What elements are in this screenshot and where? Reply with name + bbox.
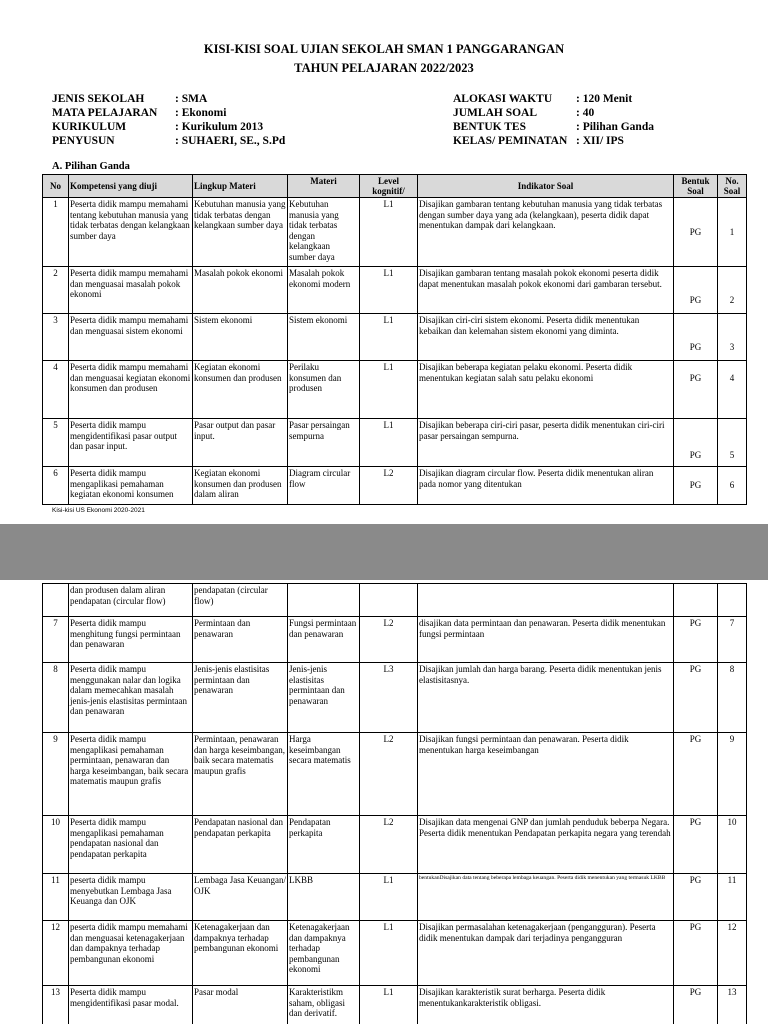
cell-materi: Pasar persaingan sempurna xyxy=(288,419,360,467)
cell-materi: LKBB xyxy=(288,874,360,921)
cell-nosoal: 4 xyxy=(718,361,747,419)
cell-level: L2 xyxy=(360,617,418,663)
cell-indikator: disajikan data permintaan dan penawaran. Peserta didik menentukan fungsi permintaan xyxy=(418,617,674,663)
cell-lingkup: Permintaan dan penawaran xyxy=(193,617,288,663)
cell-materi: Perilaku konsumen dan produsen xyxy=(288,361,360,419)
cell-materi: Diagram circular flow xyxy=(288,467,360,505)
cell-indikator: Disajikan beberapa kegiatan pelaku ekonomi. Peserta didik menentukan kegiatan salah satu pelaku ekonomi xyxy=(418,361,674,419)
cell-level: L2 xyxy=(360,816,418,874)
cell-kompetensi: Peserta didik mampu mengaplikasi pemahaman pendapatan nasional dan pendapatan perkapita xyxy=(69,816,193,874)
cell-materi: Fungsi permintaan dan penawaran xyxy=(288,617,360,663)
cell-bentuk: PG xyxy=(674,314,718,361)
header-value: : XII/ IPS xyxy=(576,135,624,147)
table-row xyxy=(43,314,747,361)
cell-kompetensi: Peserta didik mampu mengaplikasi pemahaman permintaan, penawaran dan harga keseimbangan, baik secara matematis maupun grafis xyxy=(69,733,193,816)
cell-bentuk: PG xyxy=(674,198,718,267)
cell-kompetensi: Peserta didik mampu memahami dan menguasai masalah pokok ekonomi xyxy=(69,267,193,314)
cell-bentuk: PG xyxy=(674,617,718,663)
cell-nosoal: 7 xyxy=(718,617,747,663)
cell-lingkup: Kegiatan ekonomi konsumen dan produsen dalam aliran xyxy=(193,467,288,505)
header-label: KELAS/ PEMINATAN xyxy=(453,135,568,147)
cell-bentuk: PG xyxy=(674,267,718,314)
cell-nosoal: 1 xyxy=(718,198,747,267)
cell-nosoal xyxy=(718,584,747,617)
header-value: : Kurikulum 2013 xyxy=(175,121,264,133)
table-row xyxy=(43,198,747,267)
cell-no: 10 xyxy=(43,816,69,874)
cell-nosoal: 11 xyxy=(718,874,747,921)
cell-level xyxy=(360,584,418,617)
table-row xyxy=(43,361,747,419)
cell-bentuk: PG xyxy=(674,419,718,467)
column-header: Indikator Soal xyxy=(418,175,674,198)
header-label: JUMLAH SOAL xyxy=(453,107,538,119)
cell-lingkup: Pasar modal xyxy=(193,986,288,1024)
header-value: : SUHAERI, SE., S.Pd xyxy=(175,135,286,147)
cell-lingkup: Sistem ekonomi xyxy=(193,314,288,361)
header-label: ALOKASI WAKTU xyxy=(453,93,553,105)
cell-no: 12 xyxy=(43,921,69,986)
cell-indikator: Disajikan gambaran tentang kebutuhan manusia yang tidak terbatas dengan sumber daya yang ada (kelangkaan), peserta didik dapat menentukan dampak dari kelangkaan. xyxy=(418,198,674,267)
table-row xyxy=(43,733,747,816)
cell-kompetensi: Peserta didik mampu mengaplikasi pemahaman kegiatan ekonomi konsumen xyxy=(69,467,193,505)
cell-indikator: Disajikan gambaran tentang masalah pokok ekonomi peserta didik dapat menentukan masalah pokok ekonomi dari gambaran tersebut. xyxy=(418,267,674,314)
cell-lingkup: Lembaga Jasa Keuangan/ OJK xyxy=(193,874,288,921)
cell-materi: Pendapatan perkapita xyxy=(288,816,360,874)
cell-indikator: Disajikan permasalahan ketenagakerjaan (pengangguran). Peserta didik menentukan dampak dari terjadinya pengangguran xyxy=(418,921,674,986)
header-value: : Pilihan Ganda xyxy=(576,121,654,133)
cell-kompetensi: Peserta didik mampu menghitung fungsi permintaan dan penawaran xyxy=(69,617,193,663)
cell-lingkup: Kebutuhan manusia yang tidak terbatas dengan kelangkaan sumber daya xyxy=(193,198,288,267)
header-label: PENYUSUN xyxy=(52,135,115,147)
header-value: : SMA xyxy=(175,93,208,105)
cell-bentuk: PG xyxy=(674,663,718,733)
cell-no: 11 xyxy=(43,874,69,921)
cell-lingkup: Pendapatan nasional dan pendapatan perkapita xyxy=(193,816,288,874)
cell-indikator: Disajikan ciri-ciri sistem ekonomi. Peserta didik menentukan kebaikan dan kelemahan sistem ekonomi yang diminta. xyxy=(418,314,674,361)
cell-bentuk xyxy=(674,584,718,617)
cell-lingkup: Kegiatan ekonomi konsumen dan produsen xyxy=(193,361,288,419)
cell-level: L2 xyxy=(360,733,418,816)
cell-materi: Jenis-jenis elastisitas permintaan dan penawaran xyxy=(288,663,360,733)
document-title: KISI-KISI SOAL UJIAN SEKOLAH SMAN 1 PANGGARANGAN xyxy=(203,42,565,56)
table-row xyxy=(43,921,747,986)
kisi-kisi-table-continued xyxy=(42,583,747,1024)
cell-lingkup: Jenis-jenis elastisitas permintaan dan penawaran xyxy=(193,663,288,733)
kisi-kisi-table xyxy=(42,174,747,505)
header-value: : 120 Menit xyxy=(576,93,633,105)
cell-level: L1 xyxy=(360,198,418,267)
cell-materi: Masalah pokok ekonomi modern xyxy=(288,267,360,314)
table-row xyxy=(43,986,747,1024)
cell-level: L2 xyxy=(360,467,418,505)
cell-lingkup: pendapatan (circular flow) xyxy=(193,584,288,617)
cell-materi: Sistem ekonomi xyxy=(288,314,360,361)
cell-kompetensi: Peserta didik mampu mengidentifikasi pasar modal. xyxy=(69,986,193,1024)
header-label: JENIS SEKOLAH xyxy=(52,93,145,105)
header-label: MATA PELAJARAN xyxy=(52,107,158,119)
cell-nosoal: 3 xyxy=(718,314,747,361)
cell-bentuk: PG xyxy=(674,986,718,1024)
cell-nosoal: 8 xyxy=(718,663,747,733)
cell-materi xyxy=(288,584,360,617)
cell-no: 1 xyxy=(43,198,69,267)
column-header: No. Soal xyxy=(718,175,747,198)
cell-level: L1 xyxy=(360,314,418,361)
cell-materi: Karakteristikm saham, obligasi dan derivatif. xyxy=(288,986,360,1024)
cell-kompetensi: Peserta didik mampu menggunakan nalar dan logika dalam memecahkan masalah jenis-jenis elastisitas permintaan dan penawaran xyxy=(69,663,193,733)
cell-lingkup: Masalah pokok ekonomi xyxy=(193,267,288,314)
cell-lingkup: Pasar output dan pasar input. xyxy=(193,419,288,467)
cell-lingkup: Permintaan, penawaran dan harga keseimbangan, baik secara matematis maupun grafis xyxy=(193,733,288,816)
cell-no: 5 xyxy=(43,419,69,467)
table-row xyxy=(43,467,747,505)
cell-indikator: bentukanDisajikan data tentang beberapa lembaga keuangan. Peserta didik menentukan yang termasuk LKBB xyxy=(418,874,674,921)
cell-materi: Kebutuhan manusia yang tidak terbatas dengan kelangkaan sumber daya xyxy=(288,198,360,267)
header-value: : Ekonomi xyxy=(175,107,227,119)
cell-level: L1 xyxy=(360,986,418,1024)
cell-kompetensi: Peserta didik mampu mengidentifikasi pasar output dan pasar input. xyxy=(69,419,193,467)
cell-nosoal: 6 xyxy=(718,467,747,505)
cell-nosoal: 2 xyxy=(718,267,747,314)
cell-no xyxy=(43,584,69,617)
cell-level: L1 xyxy=(360,874,418,921)
cell-no: 2 xyxy=(43,267,69,314)
cell-level: L1 xyxy=(360,361,418,419)
cell-lingkup: Ketenagakerjaan dan dampaknya terhadap pembangunan ekonomi xyxy=(193,921,288,986)
cell-bentuk: PG xyxy=(674,361,718,419)
header-label: BENTUK TES xyxy=(453,121,526,133)
cell-kompetensi: dan produsen dalam aliran pendapatan (circular flow) xyxy=(69,584,193,617)
cell-bentuk: PG xyxy=(674,816,718,874)
cell-indikator: Disajikan karakteristik surat berharga. Peserta didik menentukankarakteristik obligasi. xyxy=(418,986,674,1024)
cell-indikator: Disajikan jumlah dan harga barang. Peserta didik menentukan jenis elastisitasnya. xyxy=(418,663,674,733)
cell-kompetensi: Peserta didik mampu memahami dan menguasai sistem ekonomi xyxy=(69,314,193,361)
cell-no: 9 xyxy=(43,733,69,816)
cell-level: L1 xyxy=(360,267,418,314)
header-label: KURIKULUM xyxy=(52,121,127,133)
cell-materi: Ketenagakerjaan dan dampaknya terhadap pembangunan ekonomi xyxy=(288,921,360,986)
cell-kompetensi: Peserta didik mampu memahami tentang kebutuhan manusia yang tidak terbatas dengan kelangkaan sumber daya xyxy=(69,198,193,267)
section-heading: A. Pilihan Ganda xyxy=(52,161,130,172)
cell-nosoal: 5 xyxy=(718,419,747,467)
table-row xyxy=(43,419,747,467)
cell-no: 7 xyxy=(43,617,69,663)
cell-level: L1 xyxy=(360,921,418,986)
table-row xyxy=(43,267,747,314)
cell-no: 6 xyxy=(43,467,69,505)
cell-materi: Harga keseimbangan secara matematis xyxy=(288,733,360,816)
cell-kompetensi: Peserta didik mampu memahami dan menguasai kegiatan ekonomi konsumen dan produsen xyxy=(69,361,193,419)
cell-no: 8 xyxy=(43,663,69,733)
cell-nosoal: 9 xyxy=(718,733,747,816)
cell-bentuk: PG xyxy=(674,921,718,986)
cell-nosoal: 12 xyxy=(718,921,747,986)
table-row xyxy=(43,617,747,663)
cell-bentuk: PG xyxy=(674,733,718,816)
column-header: No xyxy=(43,175,69,198)
cell-indikator: Disajikan beberapa ciri-ciri pasar, peserta didik menentukan ciri-ciri pasar persaingan sempurna. xyxy=(418,419,674,467)
cell-kompetensi: peserta didik mampu memahami dan menguasai ketenagakerjaan dan dampaknya terhadap pembangunan ekonomi xyxy=(69,921,193,986)
cell-level: L3 xyxy=(360,663,418,733)
cell-indikator xyxy=(418,584,674,617)
cell-indikator: Disajikan data mengenai GNP dan jumlah penduduk beberpa Negara. Peserta didik menentukan Pendapatan perkapita negara yang terendah xyxy=(418,816,674,874)
table-row xyxy=(43,584,747,617)
table-header-row xyxy=(43,175,747,198)
document-subtitle: TAHUN PELAJARAN 2022/2023 xyxy=(294,61,474,75)
column-header: Materi xyxy=(288,175,360,198)
cell-bentuk: PG xyxy=(674,874,718,921)
cell-indikator: Disajikan fungsi permintaan dan penawaran. Peserta didik menentukan harga keseimbangan xyxy=(418,733,674,816)
cell-indikator: Disajikan diagram circular flow. Peserta didik menentukan aliran pada nomor yang ditentukan xyxy=(418,467,674,505)
cell-nosoal: 13 xyxy=(718,986,747,1024)
document-page-2 xyxy=(0,580,768,1024)
column-header: Bentuk Soal xyxy=(674,175,718,198)
cell-no: 3 xyxy=(43,314,69,361)
column-header: Lingkup Materi xyxy=(193,175,288,198)
cell-nosoal: 10 xyxy=(718,816,747,874)
cell-no: 13 xyxy=(43,986,69,1024)
column-header: Level kognitif/ xyxy=(360,175,418,198)
table-row xyxy=(43,874,747,921)
table-row xyxy=(43,816,747,874)
page-footer: Kisi-kisi US Ekonomi 2020-2021 xyxy=(52,507,145,514)
cell-kompetensi: peserta didik mampu menyebutkan Lembaga Jasa Keuanga dan OJK xyxy=(69,874,193,921)
table-row xyxy=(43,663,747,733)
cell-bentuk: PG xyxy=(674,467,718,505)
column-header: Kompetensi yang diuji xyxy=(69,175,193,198)
cell-no: 4 xyxy=(43,361,69,419)
cell-level: L1 xyxy=(360,419,418,467)
header-value: : 40 xyxy=(576,107,595,119)
